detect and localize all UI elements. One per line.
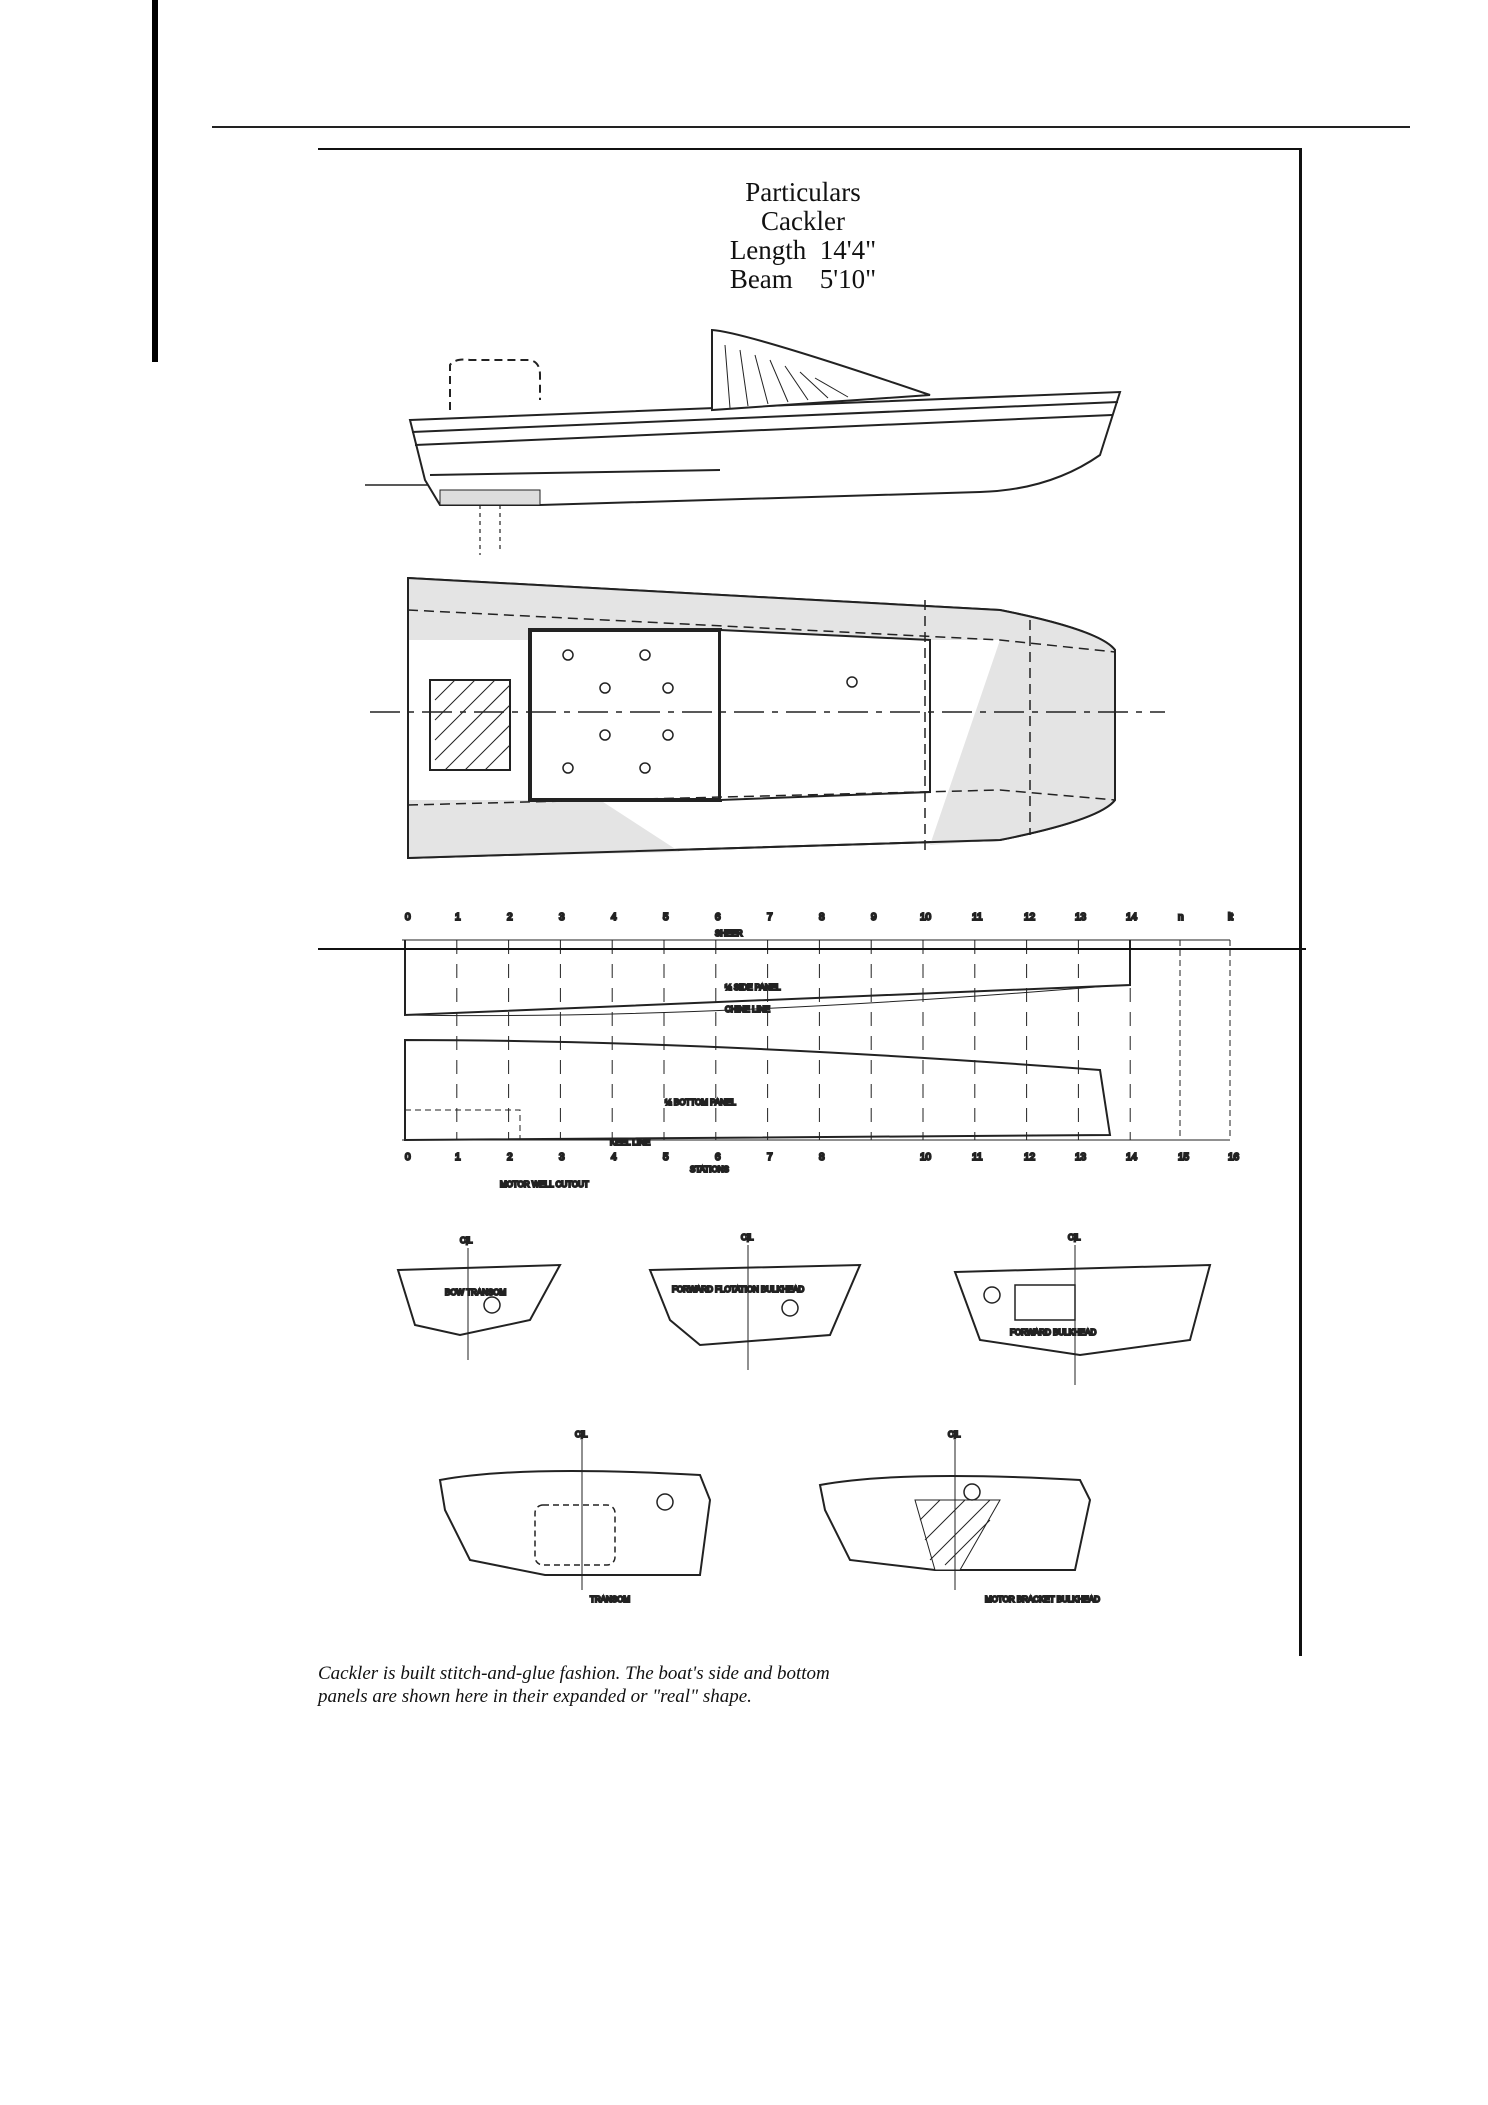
plan-view: [370, 578, 1165, 858]
station-label: 10: [920, 912, 932, 923]
station-label: 14: [1126, 1152, 1138, 1163]
stations-label: STATIONS: [690, 1165, 729, 1174]
figure-divider-line: [318, 948, 1306, 950]
station-label: 2: [507, 912, 513, 923]
profile-view: [365, 330, 1120, 555]
motor-well-cutout-label: MOTOR WELL CUTOUT: [500, 1180, 589, 1189]
chine-line-label: CHINE LINE: [725, 1005, 770, 1014]
centerline-label: C|L: [460, 1236, 473, 1245]
station-label: 13: [1075, 912, 1087, 923]
bow-transom-label: BOW TRANSOM: [445, 1288, 507, 1297]
station-label: 0: [405, 1152, 411, 1163]
bulkheads-row-1: [398, 1245, 1210, 1385]
forward-bulkhead-label: FORWARD BULKHEAD: [1010, 1328, 1097, 1337]
centerline-label: C|L: [948, 1430, 961, 1439]
station-label: 1: [455, 1152, 461, 1163]
station-label: 1: [455, 912, 461, 923]
station-label: 9: [871, 912, 877, 923]
station-label: 3: [559, 1152, 565, 1163]
centerline-label: C|L: [575, 1430, 588, 1439]
station-label: it: [1228, 912, 1233, 923]
particulars-heading: Particulars: [745, 177, 861, 207]
station-label: 0: [405, 912, 411, 923]
keel-line-label: KEEL LINE: [610, 1138, 651, 1147]
transom-label: TRANSOM: [590, 1595, 630, 1604]
station-label: 10: [920, 1152, 932, 1163]
expanded-panels: [402, 940, 1230, 1140]
motor-bracket-bulkhead-label: MOTOR BRACKET BULKHEAD: [985, 1595, 1100, 1604]
station-label: 13: [1075, 1152, 1087, 1163]
station-label: 6: [715, 912, 721, 923]
station-label: 16: [1228, 1152, 1240, 1163]
station-labels-top: [405, 912, 1233, 923]
boat-name: Cackler: [761, 206, 845, 236]
station-label: 12: [1024, 1152, 1036, 1163]
caption-line-1: Cackler is built stitch-and-glue fashion. The boat's side and bottom: [318, 1663, 830, 1684]
station-label: 11: [972, 912, 983, 923]
station-label: 8: [819, 1152, 825, 1163]
station-label: 7: [767, 912, 773, 923]
boat-length: Length 14'4": [729, 235, 877, 265]
side-panel-label: ½ SIDE PANEL: [725, 983, 781, 992]
station-label: 14: [1126, 912, 1138, 923]
figure-caption: [318, 1662, 1018, 1708]
station-label: 2: [507, 1152, 513, 1163]
station-label: 4: [611, 912, 617, 923]
bulkheads-row-2: [440, 1440, 1090, 1590]
caption-line-2: panels are shown here in their expanded or "real" shape.: [318, 1686, 752, 1707]
station-label: 11: [972, 1152, 983, 1163]
station-label: 15: [1178, 1152, 1190, 1163]
station-labels-bottom: [405, 1152, 1240, 1163]
centerline-label: C|L: [1068, 1233, 1081, 1242]
bottom-panel-label: ½ BOTTOM PANEL: [665, 1098, 736, 1107]
station-label: 5: [663, 912, 669, 923]
station-label: 5: [663, 1152, 669, 1163]
station-label: 6: [715, 1152, 721, 1163]
station-label: 8: [819, 912, 825, 923]
boat-beam: Beam 5'10": [729, 264, 877, 294]
station-label: 4: [611, 1152, 617, 1163]
forward-flotation-bulkhead-label: FORWARD FLOTATION BULKHEAD: [672, 1285, 805, 1294]
sheer-label: SHEER: [715, 929, 743, 938]
station-label: 12: [1024, 912, 1036, 923]
station-label: 7: [767, 1152, 773, 1163]
station-label: 3: [559, 912, 565, 923]
centerline-label: C|L: [741, 1233, 754, 1242]
station-label: n: [1178, 912, 1184, 923]
